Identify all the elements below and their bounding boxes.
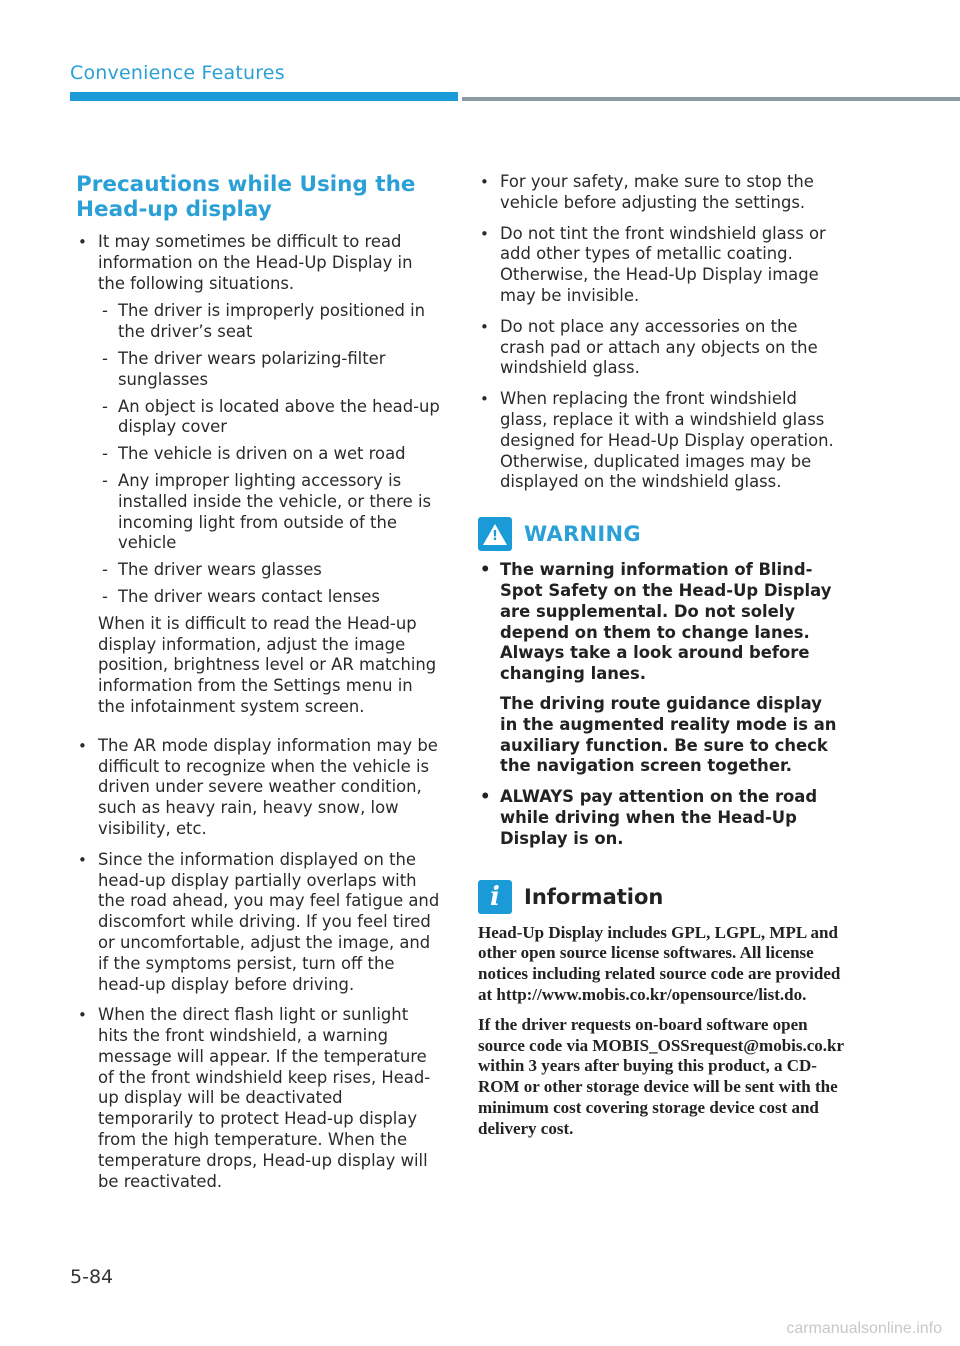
header-rule-accent (70, 92, 458, 101)
left-bullet-list (76, 232, 442, 1192)
list-item: • The AR mode display information may be difficult to recognize when the vehicle is driven under severe weather condition, such as heavy rain, heavy snow, low visibility, etc. (76, 736, 442, 840)
information-paragraph: If the driver requests on-board software open source code via MOBIS_OSSrequest@mobis.co.kr within 3 years after buying this product, a CD-ROM or other storage device will be sent with the minimum cost covering storage device cost and delivery cost. (478, 1014, 844, 1138)
section-title-line1: Precautions while Using the (76, 172, 416, 197)
warning-list (478, 560, 844, 849)
list-item: - The driver wears polarizing-filter sunglasses (98, 349, 442, 391)
information-body (478, 923, 844, 1140)
bullet-text: It may sometimes be difficult to read information on the Head-Up Display in the following situations. (98, 232, 413, 293)
list-item: - The vehicle is driven on a wet road (98, 444, 442, 465)
chapter-title: Convenience Features (70, 62, 285, 84)
list-item: • Since the information displayed on the head-up display partially overlaps with the road ahead, you may feel fatigue and discomfort while driving. If you feel tired or uncomfortable, adjust the image, and if the symptoms persist, turn off the head-up display before driving. (76, 850, 442, 996)
list-item: • When replacing the front windshield glass, replace it with a windshield glass designed for Head-Up Display operation. Otherwise, duplicated images may be displayed on the windshield glass. (478, 389, 844, 493)
right-bullet-list (478, 172, 844, 493)
adjust-note: When it is difficult to read the Head-up display information, adjust the image position, brightness level or AR matching information from the Settings menu in the infotainment system screen. (98, 613, 437, 716)
information-title: Information (524, 884, 664, 909)
warning-text: The warning information of Blind-Spot Safety on the Head-Up Display are supplemental. Do not solely depend on them to change lanes. Always take a look around before changing lanes. (500, 560, 832, 684)
warning-title: WARNING (524, 522, 641, 547)
list-item: • For your safety, make sure to stop the vehicle before adjusting the settings. (478, 172, 844, 214)
page-number: 5-84 (70, 1266, 114, 1288)
section-title (76, 172, 442, 222)
list-item: • ALWAYS pay attention on the road while driving when the Head-Up Display is on. (478, 787, 844, 849)
right-column (478, 172, 844, 1148)
situation-list (98, 301, 442, 607)
warning-header (478, 517, 844, 551)
information-paragraph: Head-Up Display includes GPL, LGPL, MPL and other open source license softwares. All license notices including related source code are provided at http://www.mobis.co.kr/opensource/list.do. (478, 922, 841, 1004)
list-item: • When the direct flash light or sunlight hits the front windshield, a warning message will appear. If the temperature of the front windshield keep rises, Head-up display will be deactivated temporarily to protect Head-up display from the high temperature. When the temperature drops, Head-up display will be reactivated. (76, 1005, 442, 1192)
list-item: - Any improper lighting accessory is installed inside the vehicle, or there is incoming light from outside of the vehicle (98, 471, 442, 554)
list-item: - The driver wears glasses (98, 560, 442, 581)
list-item: - An object is located above the head-up display cover (98, 397, 442, 439)
warning-subtext: The driving route guidance display in the augmented reality mode is an auxiliary function. Be sure to check the navigation screen together. (500, 693, 837, 776)
section-title-line2: Head-up display (76, 197, 272, 222)
list-item: - The driver is improperly positioned in the driver’s seat (98, 301, 442, 343)
watermark: carmanualsonline.info (786, 1320, 942, 1337)
list-item: • Do not tint the front windshield glass or add other types of metallic coating. Otherwise, the Head-Up Display image may be invisible. (478, 224, 844, 307)
list-item (76, 232, 442, 718)
warning-icon: ! (478, 517, 512, 551)
info-icon: i (478, 880, 512, 914)
list-item (478, 560, 844, 777)
information-header (478, 880, 844, 914)
list-item: • Do not place any accessories on the crash pad or attach any objects on the windshield glass. (478, 317, 844, 379)
list-item: - The driver wears contact lenses (98, 587, 442, 608)
left-column (76, 172, 442, 1202)
header-rule (462, 97, 960, 101)
